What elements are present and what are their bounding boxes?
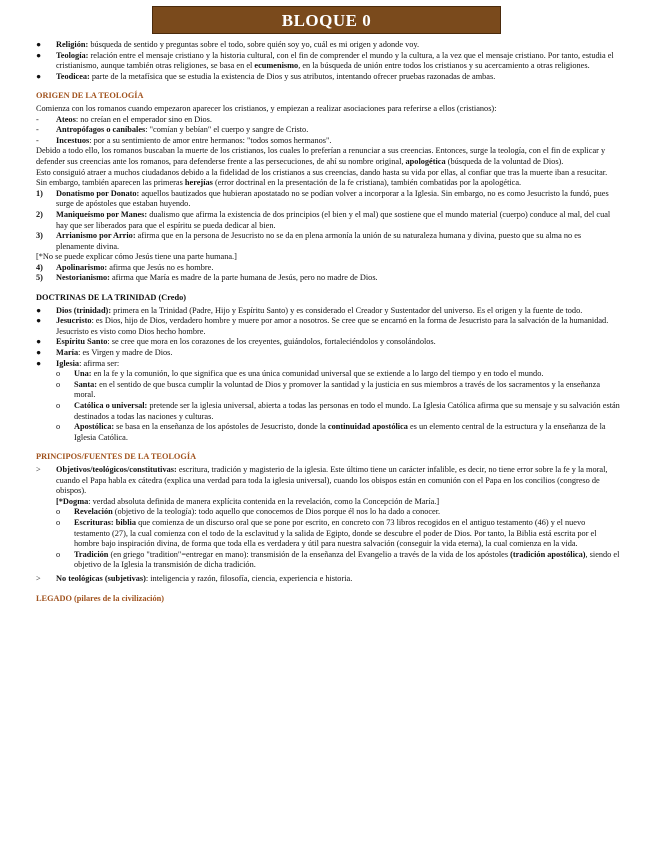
sub-list-item [36,401,620,422]
list-item-religion [36,40,620,51]
sub-list-item [36,422,620,443]
term: (tradición apostólica) [510,549,586,559]
term: Teodicea: [56,71,90,81]
bullet-icon: ● [36,348,42,358]
term: Objetivos/teológicos/constitutivas: [56,464,177,474]
term: Apostólica: [74,422,115,432]
definition: : es Dios, hijo de Dios, verdadero hombre y muere por amor a nosotros. Se cree que se encarnó en la forma de Jesucristo para la salvación de la humanidad. Jesucristo es visto como Dios hecho hombre. [56,316,609,336]
item-number: 5) [36,273,43,283]
bullet-icon: ● [36,50,42,60]
numbered-item [36,273,620,284]
definition: (en griego "tradition"=entregar en mano): transmisión de la enseñanza del Evangelio a través de la vida de los apóstoles [108,549,511,559]
item-number: 2) [36,209,43,219]
dash-icon: - [36,114,39,124]
sub-list-item [36,550,620,571]
definition: búsqueda de sentido y preguntas sobre el todo, sobre quién soy yo, cuál es mi origen y adonde voy. [88,40,420,49]
definition: , siendo el objetivo de la Iglesia la transmisión de dicha tradición. [74,549,620,570]
definition: : inteligencia y razón, filosofía, ciencia, experiencia e historia. [145,573,353,583]
term: apologética [405,156,446,166]
list-item [36,348,620,359]
definition: (objetivo de la teología): todo aquello que conocemos de Dios porque él nos lo ha dado a conocer. [112,507,441,517]
document-body [36,40,620,606]
item-number: 3) [36,231,43,241]
dash-item [36,115,620,126]
paragraph [36,178,620,189]
sub-list-item [36,380,620,401]
definition: escritura, tradición y magisterio de la iglesia. Este último tiene un carácter infalible, es decir, no tiene error sobre la fe y la moral, cuando el Papa habla ex cátedra (explica una verdad para toda la iglesia universal), cuando los obispos están en comunión con el Papa en los concilios (congreso de obispos). [56,464,608,496]
note: [*No se puede explicar cómo Jesús tiene una parte humana.] [36,252,237,262]
list-item [36,306,620,317]
numbered-item [36,189,620,210]
item-number: 1) [36,188,43,198]
dash-icon: - [36,125,39,135]
definition: : se cree que mora en los corazones de los creyentes, guiándolos, fortaleciéndolos y consolándolos. [107,337,436,347]
definition: que comienza de un discurso oral que se pone por escrito, en concreto con 73 libros recogidos en el antiguo testamento (46) y el nuevo testamento (27), la cual comienza con el todo de la esclavitud y la salida de Egipto, donde se descubre el poder de Dios. Por tanto, la Biblia está escrita por el hombre bajo inspiración divina, de forma que toda ella es verdadera y útil para nuestra salvación (conseguir la vida eterna), la cual comienza en la vida. [74,517,597,549]
definition: : verdad absoluta definida de manera explícita contenida en la revelación, como la Concepción de María.] [88,496,440,506]
circle-bullet-icon: o [56,422,61,432]
term: Escrituras: biblia [74,517,136,527]
definition: en el sentido de que busca cumplir la voluntad de Dios y promover la santidad y la justicia en sus miembros a través de los sacramentos y la enseñanza moral. [74,379,601,400]
definition: es un elemento central de la estructura y la enseñanza de la Iglesia Católica. [74,422,606,442]
numbered-item [36,210,620,231]
term: continuidad apostólica [327,422,408,432]
paragraph [36,146,620,167]
list-item-teodicea [36,72,620,83]
term: Apolinarismo: [56,262,108,272]
paragraph: Comienza con los romanos cuando empezaron aparecer los cristianos, y empiezan a realizar asociaciones para referirse a ellos (cristianos): [36,103,497,113]
term: Santa: [74,379,98,389]
term: Espíritu Santo [56,337,108,347]
definition: primera en la Trinidad (Padre, Hijo y Espíritu Santo) y es considerado el Creador y Sustentador del universo. Es el origen y la fuente de todo. [111,305,583,315]
definition: afirma que en la persona de Jesucristo no se da en plena armonía la unión de su naturaleza humana y divina, puesto que su alma no es plenamente divina. [56,231,582,251]
arrow-icon: > [36,464,41,474]
section-heading-legado: LEGADO (pilares de la civilización) [36,593,164,603]
section-heading-principios: PRINCIPOS/FUENTES DE LA TEOLOGÍA [36,452,197,462]
circle-bullet-icon: o [56,369,61,379]
term: herejías [184,178,213,188]
bullet-icon: ● [36,71,42,81]
numbered-item [36,263,620,274]
note [36,497,620,508]
arrow-item [36,574,620,585]
term: [*Dogma [56,496,89,506]
definition: : por a su sentimiento de amor entre hermanos: "todos somos hermanos". [89,135,332,145]
arrow-icon: > [36,573,41,583]
term: María [56,348,79,358]
term: Iglesia [56,358,80,368]
term: Ateos [56,114,76,124]
paragraph-text: (error doctrinal en la presentación de la fe cristiana), también combatidas por la apologética. [212,178,522,188]
term: Arrianismo por Arrio: [56,231,136,241]
definition: : es Virgen y madre de Dios. [78,348,173,358]
term: Antropófagos o caníbales [56,125,146,135]
term: Dios (trinidad): [56,305,112,315]
term: Jesucristo [56,316,92,326]
definition: afirma que Jesús no es hombre. [107,262,214,272]
term: Religión: [56,40,89,49]
definition: pretende ser la iglesia universal, abierta a todas las personas en todo el mundo. La Iglesia Católica afirma que su mensaje y su salvación están destinados a todas las naciones y culturas. [74,401,620,421]
definition: dualismo que afirma la existencia de dos principios (el bien y el mal) que sostiene que el mundo material (cuerpo) conduce al mal, del cual hay que ser liberados para que el espíritu se pueda dedicar al bien. [56,209,611,230]
paragraph-text: (búsqueda de la voluntad de Dios). [445,156,564,166]
term: Incestuos [56,135,90,145]
term: ecumenismo [254,61,299,71]
circle-bullet-icon: o [56,549,61,559]
paragraph: Esto consiguió atraer a muchos ciudadanos debido a la fidelidad de los cristianos a sus creencias, dando hasta su vida por ellas, al confiar que tras la muerte iban a resucitar. [36,167,608,177]
dash-item [36,125,620,136]
term: Tradición [74,549,109,559]
arrow-item [36,465,620,497]
definition: , en la búsqueda de unión entre todos los cristianos y su acercamiento a otras religiones. [298,61,590,71]
term: Revelación [74,507,113,517]
definition: en la fe y la comunión, lo que significa que es una única comunidad universal que se extiende a lo largo del tiempo y en todo el mundo. [91,369,544,379]
definition: relación entre el mensaje cristiano y la historia cultural, con el fin de comprender el mundo y la cultura, a la vez que el mensaje cristiano. Por tanto, estudia el cristianismo, aunque también otras religiones, se basa en el [56,50,614,71]
definition: : no creían en el emperador sino en Dios. [75,114,212,124]
term: No teológicas (subjetivas) [56,573,146,583]
circle-bullet-icon: o [56,507,61,517]
term: Una: [74,369,92,379]
numbered-item [36,231,620,252]
definition: afirma que María es madre de la parte humana de Jesús, pero no madre de Dios. [109,273,378,283]
bullet-icon: ● [36,337,42,347]
definition: : "comían y bebían" el cuerpo y sangre de Cristo. [145,125,309,135]
dash-icon: - [36,135,39,145]
section-heading-doctrinas: DOCTRINAS DE LA TRINIDAD (Credo) [36,293,186,303]
bullet-icon: ● [36,305,42,315]
definition: aquellos bautizados que hubieran apostatado no se podían volver a incorporar a la Iglesia. Sin embargo, no es como Jesucristo la fundó, pues surge de apóstoles que estaban huyendo. [56,188,609,209]
bullet-icon: ● [36,40,42,49]
list-item-teologia [36,51,620,72]
list-item [36,337,620,348]
term: Donatismo por Donato: [56,188,140,198]
term: Nestorianismo: [56,273,110,283]
term: Teología: [56,50,89,60]
term: Católica o universal: [74,401,148,410]
term: Maniqueísmo por Manes: [56,209,148,219]
circle-bullet-icon: o [56,379,61,389]
sub-list-item [36,369,620,380]
list-item [36,359,620,370]
page-title: BLOQUE 0 [152,6,501,34]
definition: : afirma ser: [79,358,120,368]
definition: parte de la metafísica que se estudia la existencia de Dios y sus atributos, intentando ofrecer pruebas razonadas de ambas. [89,71,496,81]
bullet-icon: ● [36,316,42,326]
section-heading-origen: ORIGEN DE LA TEOLOGÍA [36,91,144,101]
definition: se basa en la enseñanza de los apóstoles de Jesucristo, donde la [114,422,328,432]
bullet-icon: ● [36,358,42,368]
list-item [36,316,620,337]
sub-list-item [36,518,620,550]
dash-item [36,136,620,147]
sub-list-item [36,507,620,518]
item-number: 4) [36,262,43,272]
circle-bullet-icon: o [56,401,61,410]
paragraph-text: Sin embargo, también aparecen las primeras [36,178,185,188]
paragraph-text: Debido a todo ello, los romanos buscaban la muerte de los cristianos, los cuales lo preferían a renunciar a sus creencias. Entonces, surge la teología, con el fin de explicar y defender sus creencias ante los romanos, para defenderse frente a las persecuciones, de ahí su nombre original, [36,146,606,166]
circle-bullet-icon: o [56,517,61,527]
